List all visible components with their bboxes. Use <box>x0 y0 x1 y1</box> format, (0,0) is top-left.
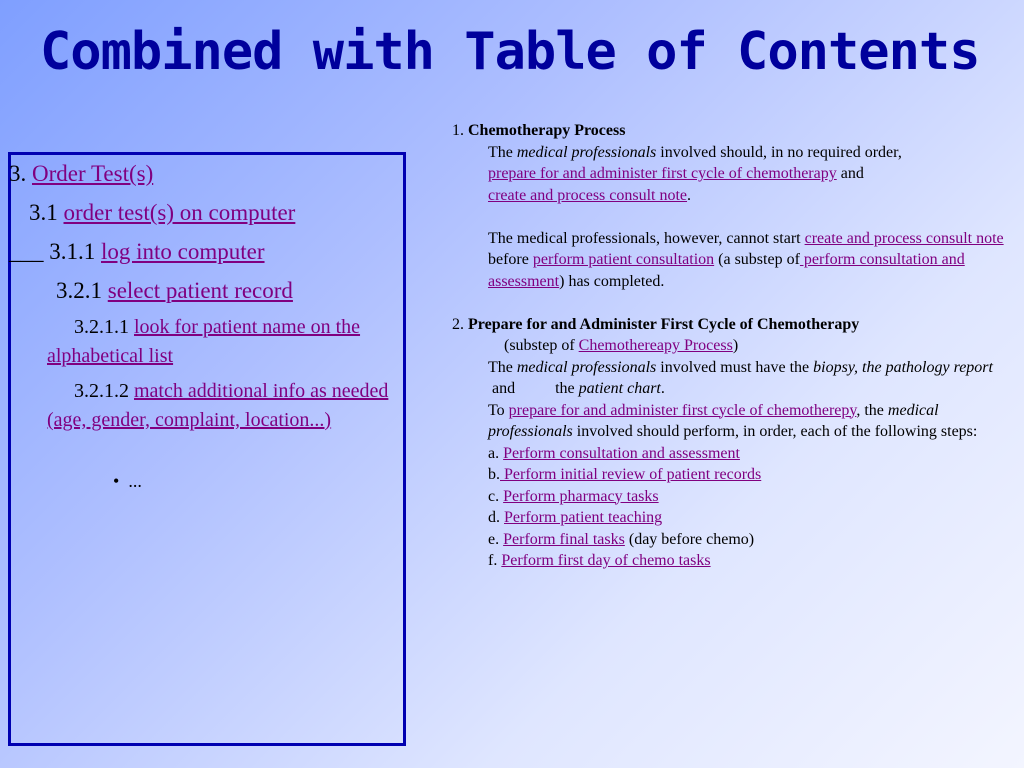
section-title: Chemotherapy Process <box>468 122 626 139</box>
link-step-f[interactable]: Perform first day of chemo tasks <box>501 552 711 569</box>
text: (day before chemo) <box>624 530 755 548</box>
text: and the <box>488 380 579 397</box>
toc-number: 3.2.1 <box>56 278 102 303</box>
link-prepare-first-cycle-2[interactable]: prepare for and administer first cycle of chemotherepy <box>508 401 857 419</box>
toc-item-3-2-1-1 <box>47 313 392 371</box>
toc-link-match-additional-info[interactable]: match additional info as needed (age, gender, complaint, location...) <box>47 380 389 431</box>
step-letter: e. <box>488 530 504 548</box>
step-letter: a. <box>488 444 504 462</box>
bullet-icon: • <box>113 471 120 491</box>
step-letter: c. <box>488 487 504 505</box>
toc-link-order-tests[interactable]: Order Test(s) <box>32 161 154 186</box>
toc-prefix: ___ <box>9 239 44 264</box>
link-chemotherapy-process[interactable]: Chemothereapy Process <box>578 337 733 354</box>
section-number: 2. <box>452 315 464 333</box>
link-perform-consultation-assessment[interactable]: perform consultation and assessment <box>488 251 965 290</box>
text-emphasis: medical professionals <box>516 143 657 161</box>
toc-link-look-for-patient-name[interactable]: look for patient name on the alphabetical list <box>47 316 361 367</box>
text: The medical professionals, however, cannot start <box>488 229 805 247</box>
step-letter: d. <box>488 509 504 526</box>
toc-link-select-patient-record[interactable]: select patient record <box>107 278 293 303</box>
toc-item-3 <box>9 160 153 188</box>
text-emphasis: biopsy, the pathology report <box>813 358 993 376</box>
section-2-substep <box>452 335 1012 357</box>
list-item <box>488 550 1012 572</box>
toc-panel <box>8 152 406 746</box>
section-number: 1. <box>452 122 464 139</box>
list-item <box>488 507 1012 529</box>
link-step-c[interactable]: Perform pharmacy tasks <box>503 487 659 505</box>
section-1-paragraph-2 <box>452 228 1012 293</box>
list-item <box>488 464 1012 486</box>
text: ) <box>732 337 739 354</box>
text: , the <box>856 401 888 419</box>
text: The <box>488 358 517 376</box>
toc-number: 3.1 <box>29 200 58 225</box>
text: involved must have the <box>656 358 814 376</box>
section-2-paragraph-1 <box>452 357 1012 400</box>
section-2-heading <box>452 314 1012 336</box>
section-title: Prepare for and Administer First Cycle of Chemotherapy <box>468 315 860 333</box>
text: involved should perform, in order, each of the following steps: <box>572 423 978 440</box>
toc-number: 3.1.1 <box>49 239 96 264</box>
text: The <box>488 143 517 161</box>
toc-item-3-2-1-2 <box>47 377 392 435</box>
text: involved should, in no required order, <box>656 143 902 161</box>
link-create-consult-note[interactable]: create and process consult note <box>488 186 688 204</box>
text: . <box>660 380 665 397</box>
section-1-heading <box>452 120 1012 142</box>
text: and <box>836 165 864 182</box>
toc-bullet-item <box>113 467 142 495</box>
text: ) has completed. <box>559 272 665 290</box>
text-emphasis: medical professionals <box>488 401 939 440</box>
steps-list <box>452 443 1012 572</box>
toc-link-order-tests-on-computer[interactable]: order test(s) on computer <box>63 200 296 225</box>
link-perform-patient-consultation[interactable]: perform patient consultation <box>532 251 715 268</box>
section-2-paragraph-2 <box>452 400 1012 443</box>
link-step-b[interactable]: Perform initial review of patient records <box>500 466 762 483</box>
text: (substep of <box>504 337 579 354</box>
section-1-paragraph-1 <box>452 142 1012 207</box>
toc-ellipsis: ... <box>128 471 142 491</box>
toc-link-log-into-computer[interactable]: log into computer <box>101 239 265 264</box>
link-step-a[interactable]: Perform consultation and assessment <box>503 444 740 462</box>
toc-item-3-1 <box>29 199 295 227</box>
text-emphasis: patient chart <box>578 380 661 397</box>
toc-number: 3.2.1.2 <box>74 380 129 402</box>
link-step-d[interactable]: Perform patient teaching <box>504 509 663 526</box>
toc-number: 3.2.1.1 <box>74 316 129 338</box>
list-item <box>488 443 1012 465</box>
link-create-consult-note-2[interactable]: create and process consult note <box>804 229 1004 247</box>
text: To <box>488 401 509 419</box>
step-letter: b. <box>488 466 500 483</box>
toc-item-3-2-1 <box>56 277 293 305</box>
list-item <box>488 529 1012 551</box>
text: (a substep of <box>714 251 800 268</box>
text: . <box>687 186 692 204</box>
toc-number: 3. <box>9 161 27 186</box>
link-prepare-first-cycle[interactable]: prepare for and administer first cycle of chemotherapy <box>488 165 837 182</box>
link-step-e[interactable]: Perform final tasks <box>503 530 625 548</box>
list-item <box>488 486 1012 508</box>
text: before <box>488 251 533 268</box>
text-emphasis: medical professionals <box>516 358 657 376</box>
step-letter: f. <box>488 552 502 569</box>
content-panel <box>452 120 1012 572</box>
slide-title: Combined with Table of Contents <box>40 22 980 82</box>
toc-item-3-1-1 <box>9 238 265 266</box>
